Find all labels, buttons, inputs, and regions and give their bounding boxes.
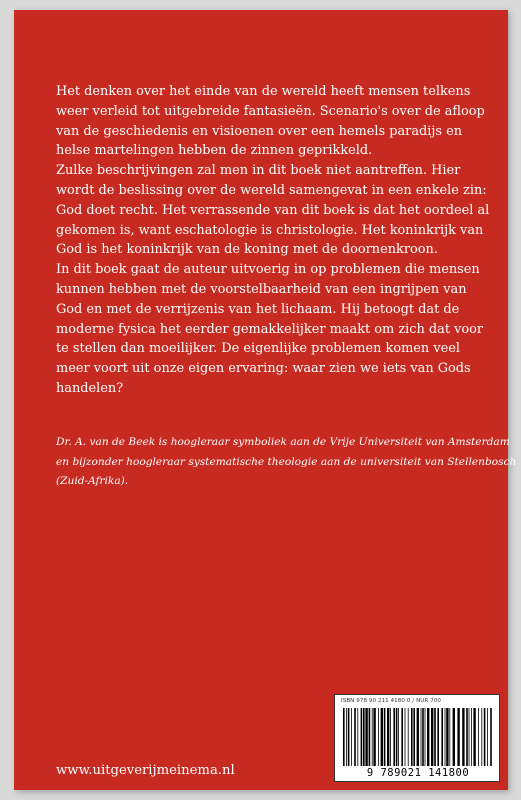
author-bio-line-3: (Zuid-Afrika). xyxy=(56,475,129,487)
author-bio-line-2: en bijzonder hoogleraar systematische theologie aan de universiteit van Stellenbosch xyxy=(56,455,517,468)
barcode-label xyxy=(334,694,500,782)
author-bio xyxy=(56,433,517,492)
blurb xyxy=(56,82,492,399)
blurb-paragraph-1: Het denken over het einde van de wereld heeft mensen telkens weer verleid tot uitgebreide fantasieën. Scenario's over de afloop van de geschiedenis en visioenen over een hemels paradijs en helse martelingen hebben de zinnen geprikkeld. xyxy=(56,84,485,159)
barcode-icon xyxy=(343,708,493,766)
isbn-text: ISBN 978 90 211 4180 0 / NUR 700 xyxy=(341,698,441,704)
publisher-website: www.uitgeverijmeinema.nl xyxy=(56,763,235,778)
author-bio-line-1: Dr. A. van de Beek is hoogleraar symboliek aan de Vrije Universiteit van Amsterdam xyxy=(56,436,510,448)
blurb-paragraph-2: Zulke beschrijvingen zal men in dit boek niet aantreffen. Hier wordt de beslissing over de wereld samengevat in een enkele zin: God doet recht. Het verrassende van dit boek is dat het oordeel al gekomen is, want eschatologie is christologie. Het koninkrijk van God is het koninkrijk van de koning met de doornenkroon. xyxy=(56,163,490,258)
blurb-paragraph-3: In dit boek gaat de auteur uitvoerig in op problemen die mensen kunnen hebben met de voorstelbaarheid van een ingrijpen van God en met de verrijzenis van het lichaam. Hij betoogt dat de moderne fysica het eerder gemakkelijker maakt om zich dat voor te stellen dan moeilijker. De eigenlijke problemen komen veel meer voort uit onze eigen ervaring: waar zien we iets van Gods handelen? xyxy=(56,262,484,396)
back-cover xyxy=(14,10,517,790)
barcode-digits: 9 789021 141800 xyxy=(366,767,470,779)
